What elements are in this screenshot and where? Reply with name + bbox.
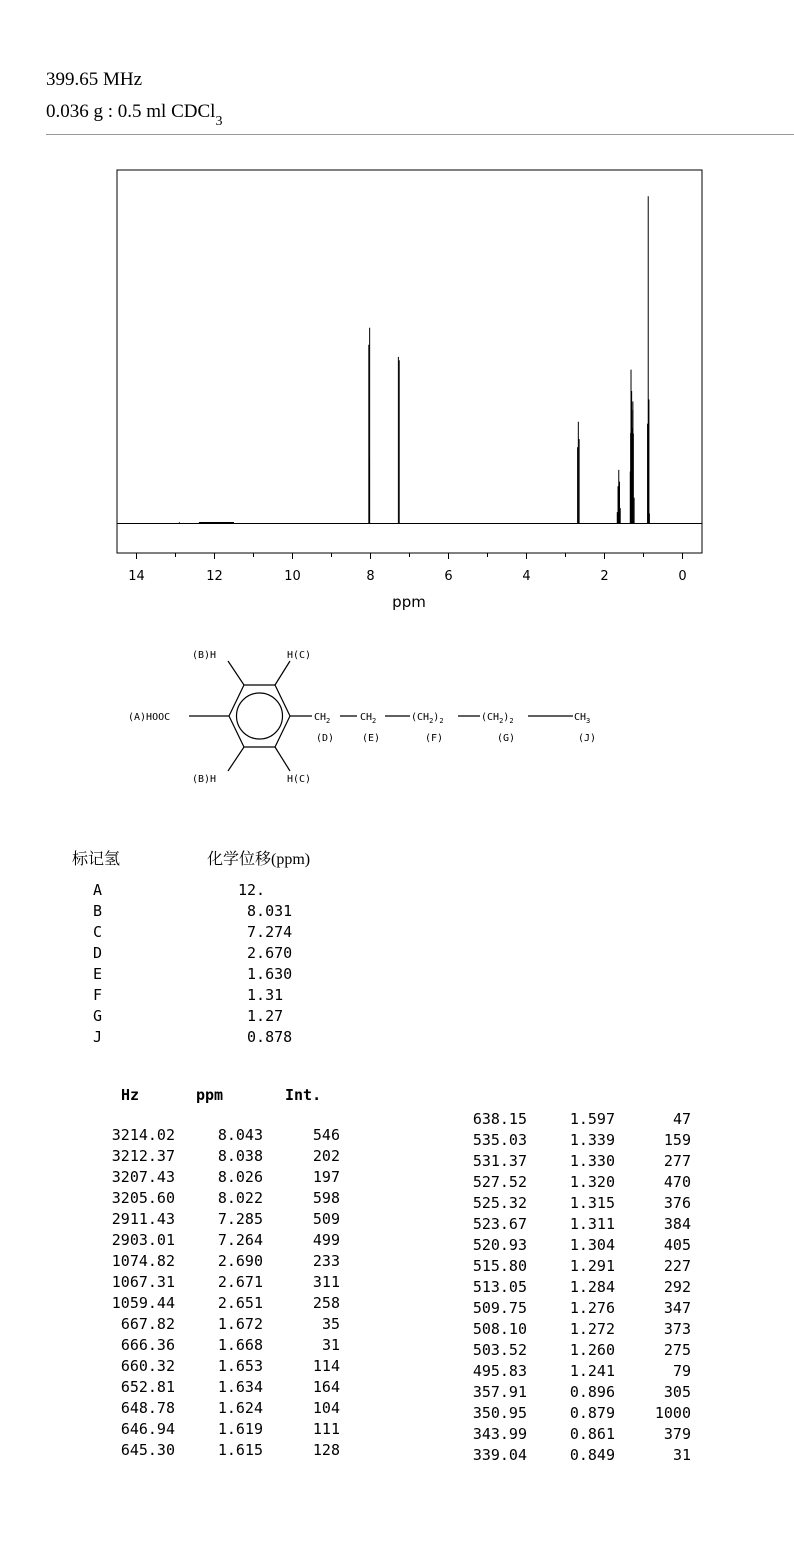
peak-int: 111 <box>312 1420 340 1438</box>
label-a-hooc: (A)HOOC <box>128 712 171 723</box>
peak-hz: 535.03 <box>472 1131 527 1149</box>
peak-ppm: 1.311 <box>569 1215 615 1233</box>
peak-hz: 357.91 <box>472 1383 527 1401</box>
x-axis-label: ppm <box>392 593 426 611</box>
x-tick-label: 8 <box>366 569 375 584</box>
label-h-bottom-right: H(C) <box>287 774 312 785</box>
shift-row-label: C <box>93 923 103 941</box>
bond-h-top-right <box>275 661 290 685</box>
peak-hz: 638.15 <box>472 1110 527 1128</box>
peak-int: 546 <box>312 1126 340 1144</box>
shift-row-label: E <box>93 965 103 983</box>
peak-ppm: 8.038 <box>217 1147 263 1165</box>
peak-ppm: 1.672 <box>217 1315 263 1333</box>
x-tick-label: 2 <box>600 569 609 584</box>
peak-ppm: 2.690 <box>217 1252 263 1270</box>
bond-h-top-left <box>228 661 244 685</box>
peak-int: 128 <box>312 1441 340 1459</box>
frequency-label: 399.65 MHz <box>46 69 143 90</box>
peak-int: 405 <box>663 1236 691 1254</box>
x-tick-label: 0 <box>678 569 687 584</box>
peak-ppm: 1.304 <box>569 1236 615 1254</box>
peak-int: 31 <box>321 1336 340 1354</box>
peak-hz: 3205.60 <box>111 1189 175 1207</box>
ring-circle <box>237 693 283 739</box>
group-j: $CH_3$ <box>574 712 591 725</box>
peak-ppm: 1.668 <box>217 1336 263 1354</box>
peak-hz: 523.67 <box>472 1215 527 1233</box>
peak-int: 305 <box>663 1383 691 1401</box>
peak-int: 373 <box>663 1320 691 1338</box>
peak-ppm: 2.651 <box>217 1294 263 1312</box>
peak-int: 159 <box>663 1131 691 1149</box>
label-d: (D) <box>316 733 335 744</box>
peak-ppm: 1.619 <box>217 1420 263 1438</box>
group-g: $(CH_2)_2$ <box>481 712 514 725</box>
peak-hz: 525.32 <box>472 1194 527 1212</box>
peak-int: 347 <box>663 1299 691 1317</box>
peak-hz: 495.83 <box>472 1362 527 1380</box>
peak-hz: 1074.82 <box>111 1252 175 1270</box>
group-d: $CH_2$ <box>314 712 331 725</box>
peak-int: 470 <box>663 1173 691 1191</box>
peak-int: 35 <box>321 1315 340 1333</box>
shift-table-header-label: 标记氢 <box>72 851 121 868</box>
peak-int: 79 <box>672 1362 691 1380</box>
peak-int: 258 <box>312 1294 340 1312</box>
peak-hz: 660.32 <box>120 1357 175 1375</box>
shift-row-value: 1.27 <box>238 1007 284 1025</box>
peak-header-ppm: ppm <box>196 1086 224 1104</box>
shift-row-label: A <box>93 881 103 899</box>
peak-ppm: 0.861 <box>569 1425 615 1443</box>
peak-hz: 509.75 <box>472 1299 527 1317</box>
peak-int: 1000 <box>654 1404 691 1422</box>
peak-ppm: 1.284 <box>569 1278 615 1296</box>
peak-int: 277 <box>663 1152 691 1170</box>
peak-int: 376 <box>663 1194 691 1212</box>
peak-ppm: 1.260 <box>569 1341 615 1359</box>
peak-hz: 3212.37 <box>111 1147 175 1165</box>
peak-hz: 503.52 <box>472 1341 527 1359</box>
peak-hz: 515.80 <box>472 1257 527 1275</box>
peak-int: 379 <box>663 1425 691 1443</box>
peak-int: 104 <box>312 1399 340 1417</box>
label-g: (G) <box>497 733 516 744</box>
shift-row-value: 7.274 <box>238 923 293 941</box>
shift-row-label: F <box>93 986 103 1004</box>
peak-int: 202 <box>312 1147 340 1165</box>
peak-hz: 531.37 <box>472 1152 527 1170</box>
shift-row-value: 1.31 <box>238 986 284 1004</box>
peak-ppm: 0.896 <box>569 1383 615 1401</box>
peak-hz: 508.10 <box>472 1320 527 1338</box>
peak-int: 311 <box>312 1273 340 1291</box>
peak-hz: 645.30 <box>120 1441 175 1459</box>
peak-ppm: 1.634 <box>217 1378 263 1396</box>
peak-ppm: 1.339 <box>569 1131 615 1149</box>
peak-int: 31 <box>672 1446 691 1464</box>
peak-hz: 2911.43 <box>111 1210 175 1228</box>
peak-int: 275 <box>663 1341 691 1359</box>
shift-table-header-shift: 化学位移(ppm) <box>207 851 311 868</box>
shift-row-value: 0.878 <box>238 1028 293 1046</box>
peak-hz: 1059.44 <box>111 1294 175 1312</box>
peak-hz: 339.04 <box>472 1446 527 1464</box>
x-tick-label: 4 <box>522 569 531 584</box>
peak-int: 233 <box>312 1252 340 1270</box>
peak-hz: 646.94 <box>120 1420 175 1438</box>
peak-ppm: 0.849 <box>569 1446 615 1464</box>
label-j: (J) <box>578 733 597 744</box>
peak-ppm: 1.615 <box>217 1441 263 1459</box>
peak-hz: 2903.01 <box>111 1231 175 1249</box>
peak-hz: 652.81 <box>120 1378 175 1396</box>
shift-row-label: G <box>93 1007 103 1025</box>
label-h-top-left: (B)H <box>192 650 217 661</box>
peak-ppm: 7.285 <box>217 1210 263 1228</box>
peak-ppm: 2.671 <box>217 1273 263 1291</box>
peak-header-hz: Hz <box>121 1086 140 1104</box>
peak-hz: 648.78 <box>120 1399 175 1417</box>
x-tick-label: 14 <box>128 569 145 584</box>
peak-int: 384 <box>663 1215 691 1233</box>
bond-h-bottom-right <box>275 747 290 771</box>
peak-hz: 520.93 <box>472 1236 527 1254</box>
shift-row-value: 12. <box>238 881 266 899</box>
label-f: (F) <box>425 733 444 744</box>
label-h-bottom-left: (B)H <box>192 774 217 785</box>
peak-ppm: 1.276 <box>569 1299 615 1317</box>
peak-ppm: 1.241 <box>569 1362 615 1380</box>
peak-hz: 666.36 <box>120 1336 175 1354</box>
peak-ppm: 1.291 <box>569 1257 615 1275</box>
peak-header-int: Int. <box>285 1086 322 1104</box>
peak-ppm: 1.653 <box>217 1357 263 1375</box>
peak-ppm: 1.330 <box>569 1152 615 1170</box>
peak-ppm: 1.597 <box>569 1110 615 1128</box>
peak-ppm: 1.320 <box>569 1173 615 1191</box>
group-f: $(CH_2)_2$ <box>411 712 444 725</box>
peak-ppm: 7.264 <box>217 1231 263 1249</box>
peak-ppm: 1.272 <box>569 1320 615 1338</box>
group-e: $CH_2$ <box>360 712 377 725</box>
peak-int: 292 <box>663 1278 691 1296</box>
x-tick-label: 10 <box>284 569 301 584</box>
peak-hz: 513.05 <box>472 1278 527 1296</box>
label-h-top-right: H(C) <box>287 650 312 661</box>
peak-hz: 667.82 <box>120 1315 175 1333</box>
shift-row-label: J <box>93 1028 103 1046</box>
ring-hexagon <box>229 685 290 747</box>
peak-hz: 1067.31 <box>111 1273 175 1291</box>
peak-ppm: 8.043 <box>217 1126 263 1144</box>
peak-hz: 3214.02 <box>111 1126 175 1144</box>
shift-row-label: D <box>93 944 103 962</box>
shift-row-value: 1.630 <box>238 965 293 983</box>
peak-ppm: 8.022 <box>217 1189 263 1207</box>
peak-hz: 3207.43 <box>111 1168 175 1186</box>
peak-int: 598 <box>312 1189 340 1207</box>
peak-ppm: 1.624 <box>217 1399 263 1417</box>
label-e: (E) <box>362 733 381 744</box>
peak-int: 197 <box>312 1168 340 1186</box>
peak-ppm: 0.879 <box>569 1404 615 1422</box>
peak-int: 227 <box>663 1257 691 1275</box>
peak-hz: 350.95 <box>472 1404 527 1422</box>
peak-int: 499 <box>312 1231 340 1249</box>
peak-int: 47 <box>672 1110 691 1128</box>
shift-row-label: B <box>93 902 103 920</box>
peak-hz: 527.52 <box>472 1173 527 1191</box>
sample-text: 0.036 g : 0.5 ml CDCl <box>46 101 216 122</box>
x-tick-label: 6 <box>444 569 453 584</box>
peak-int: 509 <box>312 1210 340 1228</box>
sample-subscript: 3 <box>215 114 223 129</box>
peak-ppm: 1.315 <box>569 1194 615 1212</box>
x-tick-label: 12 <box>206 569 223 584</box>
peak-int: 114 <box>312 1357 340 1375</box>
shift-row-value: 2.670 <box>238 944 293 962</box>
peak-int: 164 <box>312 1378 340 1396</box>
peak-ppm: 8.026 <box>217 1168 263 1186</box>
bond-h-bottom-left <box>228 747 244 771</box>
peak-hz: 343.99 <box>472 1425 527 1443</box>
benzene-ring <box>189 661 573 771</box>
shift-row-value: 8.031 <box>238 902 293 920</box>
